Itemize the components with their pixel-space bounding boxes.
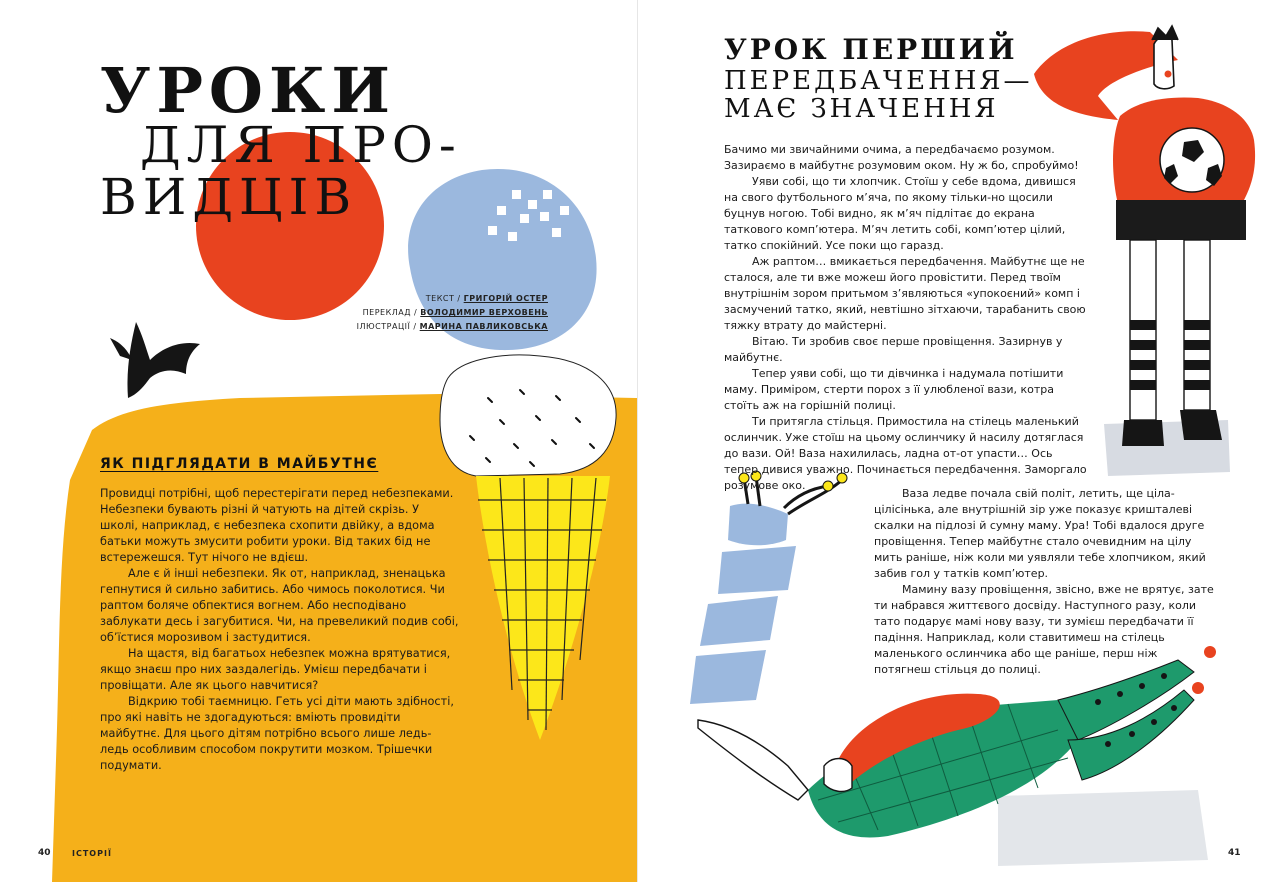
paragraph: Аж раптом… вмикається передбачення. Майбутнє ще не сталося, але ти вже можеш його провістити. Перед твоїм внутрішнім зором притьмом з’являються «упокоєний» комп і засмучений татко, який, невтішно зітхаючи, тарабанить свою тяжку втрату до майстерні. — [724, 255, 1086, 332]
credit-translation: ПЕРЕКЛАД / ВОЛОДИМИР ВЕРХОВЕНЬ — [362, 308, 548, 317]
page-number-right: 41 — [1228, 848, 1241, 858]
girl-red-shoe — [1192, 682, 1204, 694]
paragraph: Ти притягла стільця. Примостила на стілець маленький ослинчик. Уже стоїш на цьому ослинчику й насилу дотяглася до вази. Ой! Ваза нахилилась, ладна от-от упасти… Ось тепер дивися уважно. Починається передбачення. Заморгало розумове око. — [724, 415, 1087, 492]
paragraph: На щастя, від багатьох небезпек можна врятуватися, якщо знаєш про них заздалегідь. Умієш передбачати і провіщати. Але як цього навчитися? — [100, 647, 451, 692]
paragraph: Ваза ледве почала свій політ, летить, ще ціла-цілісінька, але внутрішній зір уже показує кришталеві скалки на підлозі й сумну маму. Ура! Тобі вдалося друге провіщення. Тепер майбутнє стало очевидним на цілу мить раніше, ніж коли ми уявляли тебе хлопчиком, який забив гол у татків комп’ютер. — [874, 487, 1206, 580]
section-subheading: ЯК ПІДГЛЯДАТИ В МАЙБУТНЄ — [100, 456, 379, 472]
credit-illustrations: ІЛЮСТРАЦІЇ / МАРИНА ПАВЛИКОВСЬКА — [356, 322, 548, 331]
left-body-text — [100, 486, 460, 774]
paragraph: Провидці потрібні, щоб перестерігати перед небезпеками. Небезпеки бувають різні й чатують на дітей скрізь. У школі, наприклад, є небезпека схопити двійку, а вдома батьки можуть змусити робити уроки. Від таких бід не встережешся. Тут нічого не вдієш. — [100, 487, 454, 564]
right-body-text-top — [724, 142, 1088, 494]
lesson-subtitle-line-2: МАЄ ЗНАЧЕННЯ — [724, 94, 999, 124]
girl-dotted-legs — [1058, 660, 1194, 780]
right-body-text-bottom — [874, 486, 1214, 678]
paragraph: Тепер уяви собі, що ти дівчинка і надумала потішити маму. Приміром, стерти порох з її улюбленої вази, котра стоїть аж на горішній полиці. — [724, 367, 1064, 412]
lesson-title: УРОК ПЕРШИЙ — [724, 33, 1018, 66]
girl-arm-outstretched — [698, 720, 808, 800]
paragraph: Уяви собі, що ти хлопчик. Стоїш у себе вдома, дивишся на свого футбольного м’яча, по якому тільки-но щосили буцнув ногою. Тобі видно, як м’яч підлітає до екрана таткового комп’ютера. М’яч летить собі, комп’ютер цілий, татко спокійний. Усе поки що гаразд. — [724, 175, 1076, 252]
main-title-line-1: УРОКИ — [100, 54, 396, 127]
boy-striped-legs — [1122, 240, 1222, 446]
paragraph: Мамину вазу провіщення, звісно, вже не врятує, зате ти набрався життєвого досвіду. Наступного разу, коли тато подарує мамі нову вазу, ти зумієш передбачати її падіння. Наприклад, коли ставитимеш на стілець маленького ослинчика або ще раніше, перш ніж потягнеш стільця до полиці. — [874, 583, 1214, 676]
paragraph: Бачимо ми звичайними очима, а передбачаємо розумом. Зазираємо в майбутнє розумовим оком. Ну ж бо, спробуймо! — [724, 143, 1079, 172]
credit-illustrator-link[interactable]: МАРИНА ПАВЛИКОВСЬКА — [419, 322, 548, 331]
section-label: ІСТОРІЇ — [72, 849, 112, 858]
main-title-line-3: ВИДЦІВ — [100, 168, 358, 226]
credit-role: ІЛЮСТРАЦІЇ — [356, 322, 411, 331]
paragraph: Але є й інші небезпеки. Як от, наприклад, зненацька гепнутися й сильно забитись. Або чимось поколотися. Чи раптом боляче обпектися вогнем. Або несподівано заблукати десь і загубитися. Чи, на превеликий подив собі, об’їстися морозивом і застудитися. — [100, 567, 459, 644]
boy-black-shorts — [1116, 200, 1246, 240]
credit-role: ТЕКСТ — [425, 294, 455, 303]
page-number-left: 40 — [38, 848, 51, 858]
lesson-subtitle-line-1: ПЕРЕДБАЧЕННЯ— — [724, 66, 1033, 96]
girl-floor-shadow — [998, 790, 1208, 866]
credit-role: ПЕРЕКЛАД — [362, 308, 411, 317]
paragraph: Відкрию тобі таємницю. Геть усі діти мають здібності, про які навіть не здогадуються: вміють провидіти майбутнє. Для цього дітям потрібно всього лише ледь-ледь особливим способом покрутити мозком. Трішечки подумати. — [100, 695, 454, 772]
credit-text: ТЕКСТ / ГРИГОРІЙ ОСТЕР — [425, 294, 548, 303]
black-bird — [110, 322, 200, 398]
credit-author-link[interactable]: ГРИГОРІЙ ОСТЕР — [463, 294, 548, 303]
credits-block — [357, 292, 548, 334]
credit-translator-link[interactable]: ВОЛОДИМИР ВЕРХОВЕНЬ — [420, 308, 548, 317]
white-ice-cream-scoop — [440, 355, 616, 476]
falling-vase — [690, 504, 796, 704]
paragraph: Вітаю. Ти зробив своє перше провіщення. Зазирнув у майбутнє. — [724, 335, 1063, 364]
right-page — [638, 0, 1275, 882]
girl-face — [824, 759, 852, 792]
main-title-line-2: ДЛЯ ПРО- — [140, 116, 462, 174]
